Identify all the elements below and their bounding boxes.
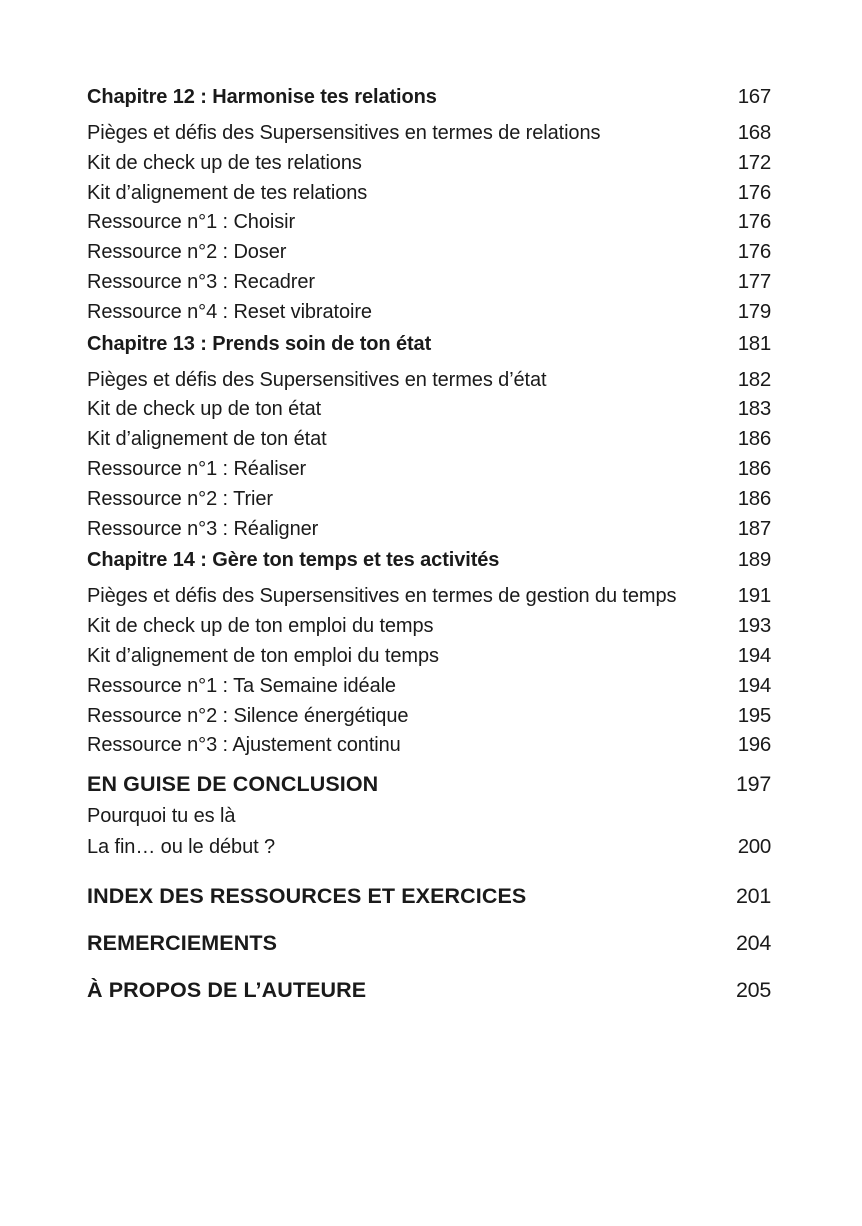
page-number: 168	[737, 121, 771, 144]
page-number: 204	[736, 930, 771, 955]
toc-entry[interactable]	[87, 484, 771, 514]
toc-entry[interactable]	[87, 394, 771, 424]
page-number: 186	[737, 486, 771, 510]
entry-label: Ressource n°3 : Recadrer	[87, 270, 315, 293]
toc-chapter-13[interactable]	[87, 327, 771, 361]
page-number: 176	[737, 180, 771, 204]
entry-label: Ressource n°2 : Doser	[87, 241, 287, 264]
page-number: 176	[737, 240, 771, 264]
entry-label: Pourquoi tu es là	[87, 805, 236, 828]
entry-label: Ressource n°4 : Reset vibratoire	[87, 300, 372, 323]
page-number: 195	[737, 703, 771, 727]
toc-chapter-12[interactable]	[87, 80, 771, 114]
page-number: 200	[737, 834, 771, 858]
toc-entry[interactable]	[87, 365, 771, 395]
page-number: 182	[737, 367, 771, 391]
entry-label: Ressource n°1 : Choisir	[87, 211, 296, 234]
entry-label: Pièges et défis des Supersensitives en termes de relations	[87, 122, 601, 144]
section-title: EN GUISE DE CONCLUSION	[87, 772, 379, 797]
toc-chapter-14[interactable]	[87, 543, 771, 577]
chapter-title: Chapitre 13 : Prends soin de ton état	[87, 332, 432, 355]
section-title: REMERCIEMENTS	[87, 930, 278, 955]
entry-label: Pièges et défis des Supersensitives en termes d’état	[87, 368, 547, 391]
toc-entry[interactable]	[87, 148, 771, 178]
page-number: 187	[737, 516, 771, 540]
page-number: 186	[737, 456, 771, 480]
page-number: 201	[736, 883, 771, 908]
chapter-title: Chapitre 12 : Harmonise tes relations	[87, 86, 437, 108]
toc-entry[interactable]	[87, 514, 771, 544]
toc-entry[interactable]	[87, 671, 771, 701]
toc-entry[interactable]	[87, 581, 771, 611]
toc-entry[interactable]	[87, 267, 771, 297]
section-title: INDEX DES RESSOURCES ET EXERCICES	[87, 883, 527, 908]
entry-label: Kit d’alignement de ton état	[87, 428, 327, 451]
toc-entry[interactable]	[87, 118, 771, 148]
page-number: 194	[737, 643, 771, 667]
page-number: 179	[737, 299, 771, 323]
page-number: 167	[737, 85, 771, 108]
entry-label: Ressource n°2 : Trier	[87, 487, 273, 510]
entry-label: Kit de check up de ton emploi du temps	[87, 615, 434, 638]
toc-entry[interactable]	[87, 297, 771, 327]
page-number: 189	[737, 548, 771, 572]
page-number: 181	[737, 331, 771, 355]
toc-entry[interactable]	[87, 207, 771, 237]
entry-label: Kit d’alignement de ton emploi du temps	[87, 644, 439, 667]
toc-section-conclusion[interactable]	[87, 766, 771, 802]
page-number: 186	[737, 427, 771, 451]
entry-label: Ressource n°3 : Réaligner	[87, 517, 319, 540]
page-number: 197	[736, 772, 771, 797]
entry-label: Kit d’alignement de tes relations	[87, 181, 368, 204]
entry-label: Kit de check up de tes relations	[87, 151, 362, 174]
entry-label: Kit de check up de ton état	[87, 398, 322, 421]
toc-entry[interactable]	[87, 832, 771, 862]
toc-entry[interactable]	[87, 178, 771, 208]
chapter-title: Chapitre 14 : Gère ton temps et tes activités	[87, 549, 500, 572]
toc-entry[interactable]	[87, 802, 771, 832]
page-number: 183	[737, 397, 771, 421]
page-number: 193	[737, 614, 771, 638]
page-number: 205	[736, 977, 771, 1002]
page-number: 177	[737, 269, 771, 293]
entry-label: Ressource n°1 : Ta Semaine idéale	[87, 674, 396, 697]
section-title: À PROPOS DE L’AUTEURE	[87, 977, 367, 1002]
entry-label: Ressource n°2 : Silence énergétique	[87, 704, 409, 727]
entry-label: Ressource n°1 : Réaliser	[87, 457, 307, 480]
toc-entry[interactable]	[87, 701, 771, 731]
entry-label: Ressource n°3 : Ajustement continu	[87, 734, 401, 757]
page-number: 191	[737, 584, 771, 608]
toc-section-about[interactable]	[87, 972, 771, 1008]
page-number: 176	[737, 210, 771, 234]
page-number: 172	[737, 150, 771, 174]
toc-entry[interactable]	[87, 237, 771, 267]
toc-entry[interactable]	[87, 611, 771, 641]
toc-section-index[interactable]	[87, 878, 771, 914]
page-number: 194	[737, 673, 771, 697]
toc-entry[interactable]	[87, 454, 771, 484]
table-of-contents	[87, 80, 771, 1008]
toc-entry[interactable]	[87, 424, 771, 454]
toc-section-thanks[interactable]	[87, 925, 771, 961]
toc-entry[interactable]	[87, 730, 771, 760]
toc-entry[interactable]	[87, 641, 771, 671]
entry-label: La fin… ou le début ?	[87, 835, 276, 858]
page-number: 196	[737, 733, 771, 757]
entry-label: Pièges et défis des Supersensitives en termes de gestion du temps	[87, 585, 677, 608]
